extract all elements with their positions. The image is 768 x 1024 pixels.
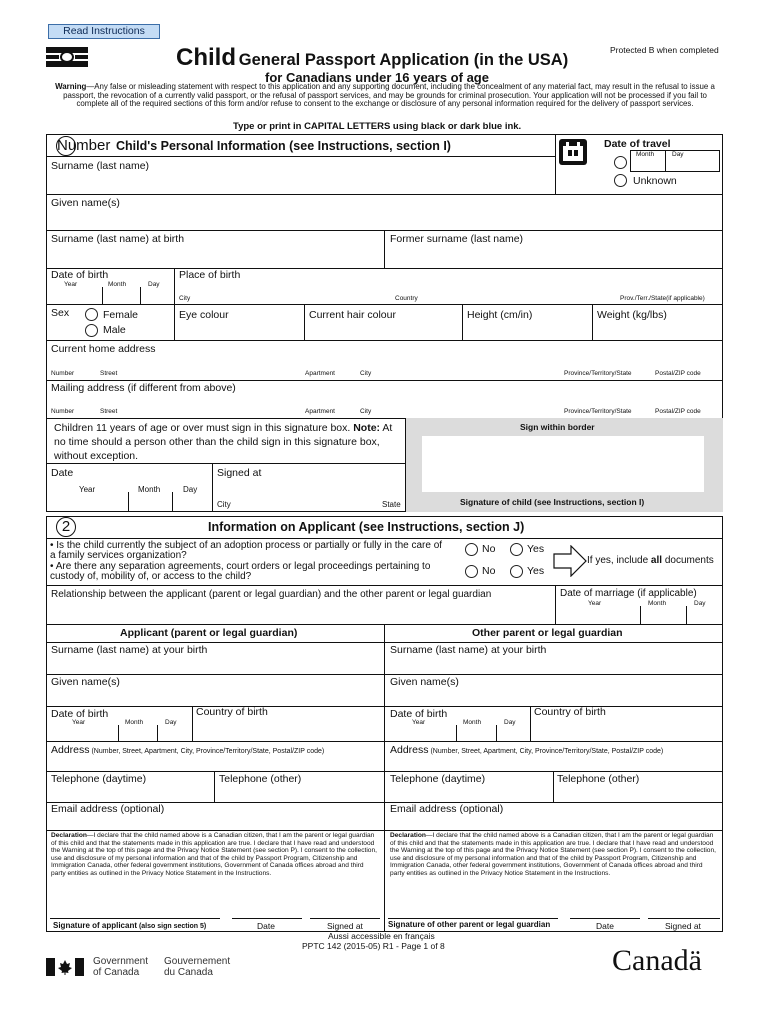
mail-apartment: Apartment	[305, 408, 335, 415]
unknown-label: Unknown	[633, 175, 677, 187]
other-signature-label: Signature of other parent or legal guardian	[388, 920, 551, 929]
q2-no-radio[interactable]	[465, 565, 478, 578]
other-country-label: Country of birth	[534, 706, 606, 718]
other-dob-day: Day	[504, 719, 516, 726]
mail-postal: Postal/ZIP code	[655, 408, 701, 415]
given-names-label: Given name(s)	[51, 197, 120, 209]
applicant-country-label: Country of birth	[196, 706, 268, 718]
section-2-number: 2	[56, 517, 76, 537]
child-dob-year: Year	[64, 281, 78, 288]
applicant-tel-day-label: Telephone (daytime)	[51, 773, 147, 785]
warning-label: Warning	[55, 82, 87, 91]
date-of-travel-label: Date of travel	[604, 138, 671, 150]
q1-yes-label: Yes	[527, 543, 545, 555]
applicant-dob-year: Year	[72, 719, 86, 726]
date-marriage-label: Date of marriage (if applicable)	[560, 588, 697, 599]
q2-yes-label: Yes	[527, 565, 545, 577]
female-label: Female	[103, 309, 139, 321]
gov-fr-1: Gouvernement	[164, 956, 231, 967]
other-tel-other-label: Telephone (other)	[557, 773, 640, 785]
given-names-field[interactable]	[47, 195, 723, 230]
child-signature-box[interactable]	[422, 436, 704, 492]
protected-label: Protected B when completed	[610, 45, 719, 55]
page-subtitle: for Canadians under 16 years of age	[265, 70, 489, 85]
applicant-email-label: Email address (optional)	[51, 803, 165, 815]
applicant-given-label: Given name(s)	[51, 676, 120, 688]
other-dob-label: Date of birth	[390, 708, 448, 720]
other-tel-day-label: Telephone (daytime)	[390, 773, 486, 785]
date-of-travel-radio[interactable]	[614, 156, 627, 169]
child-signed-at-label: Signed at	[217, 467, 262, 479]
other-sig-date: Date	[596, 921, 614, 931]
applicant-declaration-text: —I declare that the child named above is a Canadian citizen, that I am the parent or legal guardian of this child and that the statements made in this application are true. I declare that I have read and understood the Warning at the top of this page and the Privacy Notice Statement (see section P). I consent to the collection, use and disclosure of my personal information and that of the child by Passport Program, Citizenship and Immigration Canada, other federal government institutions, Government of Canada offices abroad and third party entities as outlined in the Privacy Notice Statement in the Instructions.	[51, 832, 377, 877]
applicant-declaration	[51, 832, 379, 878]
other-dob-month: Month	[463, 719, 482, 726]
pob-country-label: Country	[395, 295, 418, 302]
form-id: PPTC 142 (2015-05) R1 - Page 1 of 8	[302, 941, 445, 951]
pob-prov-label: Prov./Terr./State(if applicable)	[620, 295, 705, 302]
applicant-dob-day: Day	[165, 719, 177, 726]
title-rest: General Passport Application (in the USA)	[238, 51, 569, 69]
other-dob-year: Year	[412, 719, 426, 726]
marriage-day: Day	[694, 600, 706, 607]
applicant-sig-hint: (also sign section 5)	[137, 923, 207, 930]
gov-en-2: of Canada	[93, 967, 140, 978]
place-of-birth-label: Place of birth	[179, 269, 241, 281]
child-signed-state: State	[382, 500, 401, 509]
page-title	[176, 44, 568, 72]
child-signed-city: City	[217, 500, 231, 509]
child-signature-note	[54, 421, 404, 463]
other-email-label: Email address (optional)	[390, 803, 504, 815]
travel-day-label: Day	[672, 151, 684, 158]
other-declaration-text: —I declare that the child named above is a Canadian citizen, that I am the parent or legal guardian of this child and that the statements made in this application are true. I declare that I have read and understood the Warning at the top of this page and the Privacy Notice Statement (see section P). I consent to the collection, use and disclosure of my personal information and that of the child by Passport Program, Citizenship and Immigration Canada, other federal government institutions, Government of Canada offices abroad and third party entities as outlined in the Privacy Notice Statement in the Instructions.	[390, 832, 716, 877]
warning-body: —Any false or misleading statement with respect to this application and any supporting document, including the concealment of any material fact, may result in the refusal to issue a passport, the revocation of a currently valid passport, or the refusal of passport services, and may be grounds for criminal prosecution. Your application will not be processed if you fail to complete all of the required sections of this form and/or refuse to consent to the exchange or disclosure of any personal information required for the delivery of passport services.	[63, 82, 715, 109]
child-dob-day: Day	[148, 281, 160, 288]
applicant-sig-date: Date	[257, 921, 275, 931]
unknown-radio[interactable]	[614, 174, 627, 187]
sig-note-note: Note:	[353, 422, 381, 434]
canada-wordmark: Canadä	[612, 944, 702, 977]
other-address-label	[390, 745, 663, 756]
weight-label: Weight (kg/lbs)	[597, 309, 667, 321]
other-declaration-label: Declaration	[390, 832, 426, 839]
section-1-title: Child's Personal Information (see Instructions, section I)	[116, 139, 451, 153]
q1-no-radio[interactable]	[465, 543, 478, 556]
other-sig-signed-at: Signed at	[665, 921, 701, 931]
capitals-note: Type or print in CAPITAL LETTERS using black or dark blue ink.	[233, 121, 522, 132]
surname-at-birth-label: Surname (last name) at birth	[51, 233, 185, 245]
eye-colour-label: Eye colour	[179, 309, 229, 321]
travel-month-label: Month	[636, 151, 655, 158]
pob-city-label: City	[179, 295, 191, 302]
mail-street: Street	[100, 408, 118, 415]
read-instructions-button[interactable]: Read Instructions	[48, 24, 160, 39]
sig-note-1: Children 11 years of age or over must sign in this signature box.	[54, 422, 351, 434]
warning-text	[50, 83, 720, 109]
title-child: Child	[176, 44, 236, 71]
applicant-address-label	[51, 745, 324, 756]
other-surname-label: Surname (last name) at your birth	[390, 644, 547, 656]
if-yes-bold: all	[650, 555, 663, 566]
marriage-year: Year	[588, 600, 602, 607]
child-dob-label: Date of birth	[51, 269, 109, 281]
hair-colour-label: Current hair colour	[309, 309, 396, 321]
mail-number: Number	[51, 408, 75, 415]
female-radio[interactable]	[85, 308, 98, 321]
other-given-label: Given name(s)	[390, 676, 459, 688]
applicant-surname-label: Surname (last name) at your birth	[51, 644, 208, 656]
home-address-label: Current home address	[51, 343, 156, 355]
other-address-hint: (Number, Street, Apartment, City, Province/Territory/State, Postal/ZIP code)	[428, 748, 664, 755]
child-date-label: Date	[51, 467, 74, 479]
home-city: City	[360, 370, 372, 377]
applicant-signature-label	[53, 922, 206, 930]
sig-note-2: At no time should a person other than the child sign in this signature box, without exception.	[54, 422, 393, 462]
mail-city: City	[360, 408, 372, 415]
relationship-label: Relationship between the applicant (parent or legal guardian) and the other parent or legal guardian	[51, 589, 492, 600]
if-yes-post: documents	[662, 555, 714, 566]
applicant-sig-signed-at: Signed at	[327, 921, 363, 931]
applicant-dob-month: Month	[125, 719, 144, 726]
if-yes-pre: If yes, include	[587, 555, 651, 566]
mailing-address-label: Mailing address (if different from above)	[51, 382, 236, 394]
q1-yes-radio[interactable]	[510, 543, 523, 556]
marriage-month: Month	[648, 600, 667, 607]
q2-no-label: No	[482, 565, 496, 577]
applicant-signature-field[interactable]	[50, 898, 380, 918]
home-province: Province/Territory/State	[564, 370, 632, 377]
former-surname-label: Former surname (last name)	[390, 233, 524, 245]
applicant-dob-label: Date of birth	[51, 708, 109, 720]
male-label: Male	[103, 324, 126, 336]
child-dob-month: Month	[108, 281, 127, 288]
child-dob-field[interactable]	[47, 287, 174, 304]
other-declaration	[390, 832, 718, 878]
custody-question: • Are there any separation agreements, court orders or legal proceedings pertaining to custody of, mobility of, or access to the child?	[50, 561, 431, 582]
male-radio[interactable]	[85, 324, 98, 337]
if-yes-note	[587, 556, 714, 566]
other-parent-header: Other parent or legal guardian	[472, 627, 623, 639]
gov-en-1: Government	[93, 956, 149, 967]
calendar-icon	[558, 138, 588, 166]
height-label: Height (cm/in)	[467, 309, 533, 321]
section-2-title: Information on Applicant (see Instructions, section J)	[208, 520, 525, 534]
home-postal: Postal/ZIP code	[655, 370, 701, 377]
applicant-header: Applicant (parent or legal guardian)	[120, 627, 298, 639]
q2-yes-radio[interactable]	[510, 565, 523, 578]
sex-label: Sex	[51, 307, 70, 319]
other-signature-field[interactable]	[388, 898, 720, 918]
child-sign-month: Month	[138, 485, 161, 494]
child-sign-year: Year	[79, 485, 96, 494]
passport-icon	[46, 47, 88, 69]
applicant-tel-other-label: Telephone (other)	[219, 773, 302, 785]
other-address-word: Address	[390, 744, 429, 756]
applicant-declaration-label: Declaration	[51, 832, 87, 839]
right-arrow-icon	[553, 545, 587, 577]
child-signed-at-field[interactable]	[213, 480, 405, 512]
child-signature-caption: Signature of child (see Instructions, section I)	[460, 497, 645, 507]
child-sign-day: Day	[183, 485, 198, 494]
q1-no-label: No	[482, 543, 496, 555]
home-apartment: Apartment	[305, 370, 335, 377]
mail-province: Province/Territory/State	[564, 408, 632, 415]
applicant-address-hint: (Number, Street, Apartment, City, Province/Territory/State, Postal/ZIP code)	[89, 748, 325, 755]
section-1-number: Number	[57, 137, 111, 154]
french-availability: Aussi accessible en français	[328, 931, 435, 941]
canada-flag-icon	[46, 958, 84, 976]
home-number: Number	[51, 370, 75, 377]
applicant-address-word: Address	[51, 744, 90, 756]
sign-within-border: Sign within border	[520, 422, 595, 432]
gov-fr-2: du Canada	[164, 967, 213, 978]
surname-label: Surname (last name)	[51, 160, 150, 172]
home-street: Street	[100, 370, 118, 377]
adoption-question: • Is the child currently the subject of an adoption process or partially or fully in the care of a family services organization?	[50, 540, 443, 561]
applicant-sig-main: Signature of applicant	[53, 921, 138, 930]
